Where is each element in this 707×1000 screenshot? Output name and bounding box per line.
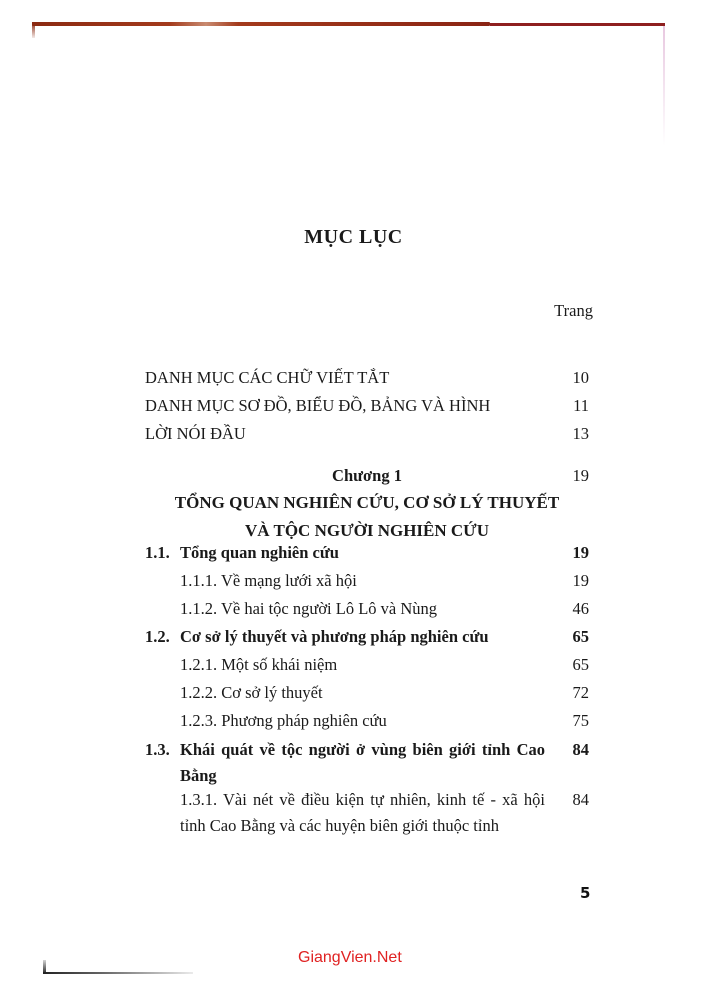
- toc-subsection[interactable]: [145, 787, 589, 839]
- toc-entry-title: LỜI NÓI ĐẦU: [145, 424, 246, 443]
- section-page: 84: [572, 740, 589, 759]
- chapter-title-line-2: VÀ TỘC NGƯỜI NGHIÊN CỨU: [245, 521, 489, 540]
- section-page: 65: [572, 627, 589, 646]
- subsection-title: 1.2.3. Phương pháp nghiên cứu: [180, 711, 387, 730]
- section-number: 1.2.: [145, 627, 170, 646]
- toc-subsection[interactable]: [145, 652, 589, 678]
- toc-section[interactable]: [145, 540, 589, 566]
- toc-subsection[interactable]: [145, 708, 589, 734]
- subsection-title: 1.1.1. Về mạng lưới xã hội: [180, 571, 357, 590]
- section-number: 1.3.: [145, 740, 170, 759]
- subsection-page: 75: [572, 711, 589, 730]
- page-number: 5: [580, 884, 591, 902]
- toc-entry-front-matter[interactable]: [145, 365, 589, 391]
- chapter-label: Chương 1: [332, 466, 402, 485]
- chapter-page: 19: [572, 466, 589, 485]
- toc-subsection[interactable]: [145, 568, 589, 594]
- toc-entry-page: 11: [573, 396, 589, 415]
- page-column-label: Trang: [554, 301, 593, 320]
- top-border-rule-right: [490, 23, 665, 26]
- section-number: 1.1.: [145, 543, 170, 562]
- toc-entry-page: 13: [572, 424, 589, 443]
- toc-entry-title: DANH MỤC CÁC CHỮ VIẾT TẮT: [145, 368, 390, 387]
- right-page-edge: [663, 26, 665, 146]
- subsection-page: 84: [572, 790, 589, 809]
- section-title: Tổng quan nghiên cứu: [180, 543, 339, 562]
- subsection-title: 1.1.2. Về hai tộc người Lô Lô và Nùng: [180, 599, 438, 618]
- section-title: Khái quát về tộc người ở vùng biên giới tỉnh Cao Bằng: [180, 740, 545, 785]
- subsection-page: 46: [572, 599, 589, 618]
- toc-subsection[interactable]: [145, 596, 589, 622]
- subsection-page: 19: [572, 571, 589, 590]
- section-title: Cơ sở lý thuyết và phương pháp nghiên cứu: [180, 627, 489, 646]
- subsection-page: 72: [572, 683, 589, 702]
- section-page: 19: [572, 543, 589, 562]
- toc-section[interactable]: [145, 737, 589, 789]
- toc-section[interactable]: [145, 624, 589, 650]
- toc-entry-page: 10: [572, 368, 589, 387]
- subsection-title: 1.2.1. Một số khái niệm: [180, 655, 338, 674]
- top-border-hook: [32, 22, 35, 38]
- toc-entry-front-matter[interactable]: [145, 421, 589, 447]
- subsection-page: 65: [572, 655, 589, 674]
- top-border-rule: [32, 22, 490, 26]
- toc-subsection[interactable]: [145, 680, 589, 706]
- watermark-text: GiangVien.Net: [298, 949, 402, 966]
- subsection-title: 1.3.1. Vài nét về điều kiện tự nhiên, kinh tế - xã hội tỉnh Cao Bằng và các huyện biên giới thuộc tỉnh: [180, 790, 545, 835]
- chapter-title-line-1: TỔNG QUAN NGHIÊN CỨU, CƠ SỞ LÝ THUYẾT: [174, 493, 560, 512]
- toc-entry-title: DANH MỤC SƠ ĐỒ, BIỂU ĐỒ, BẢNG VÀ HÌNH: [145, 396, 491, 415]
- bottom-border-rule: [43, 972, 193, 974]
- page-title: MỤC LỤC: [304, 226, 403, 248]
- toc-entry-front-matter[interactable]: [145, 393, 589, 419]
- subsection-title: 1.2.2. Cơ sở lý thuyết: [180, 683, 323, 702]
